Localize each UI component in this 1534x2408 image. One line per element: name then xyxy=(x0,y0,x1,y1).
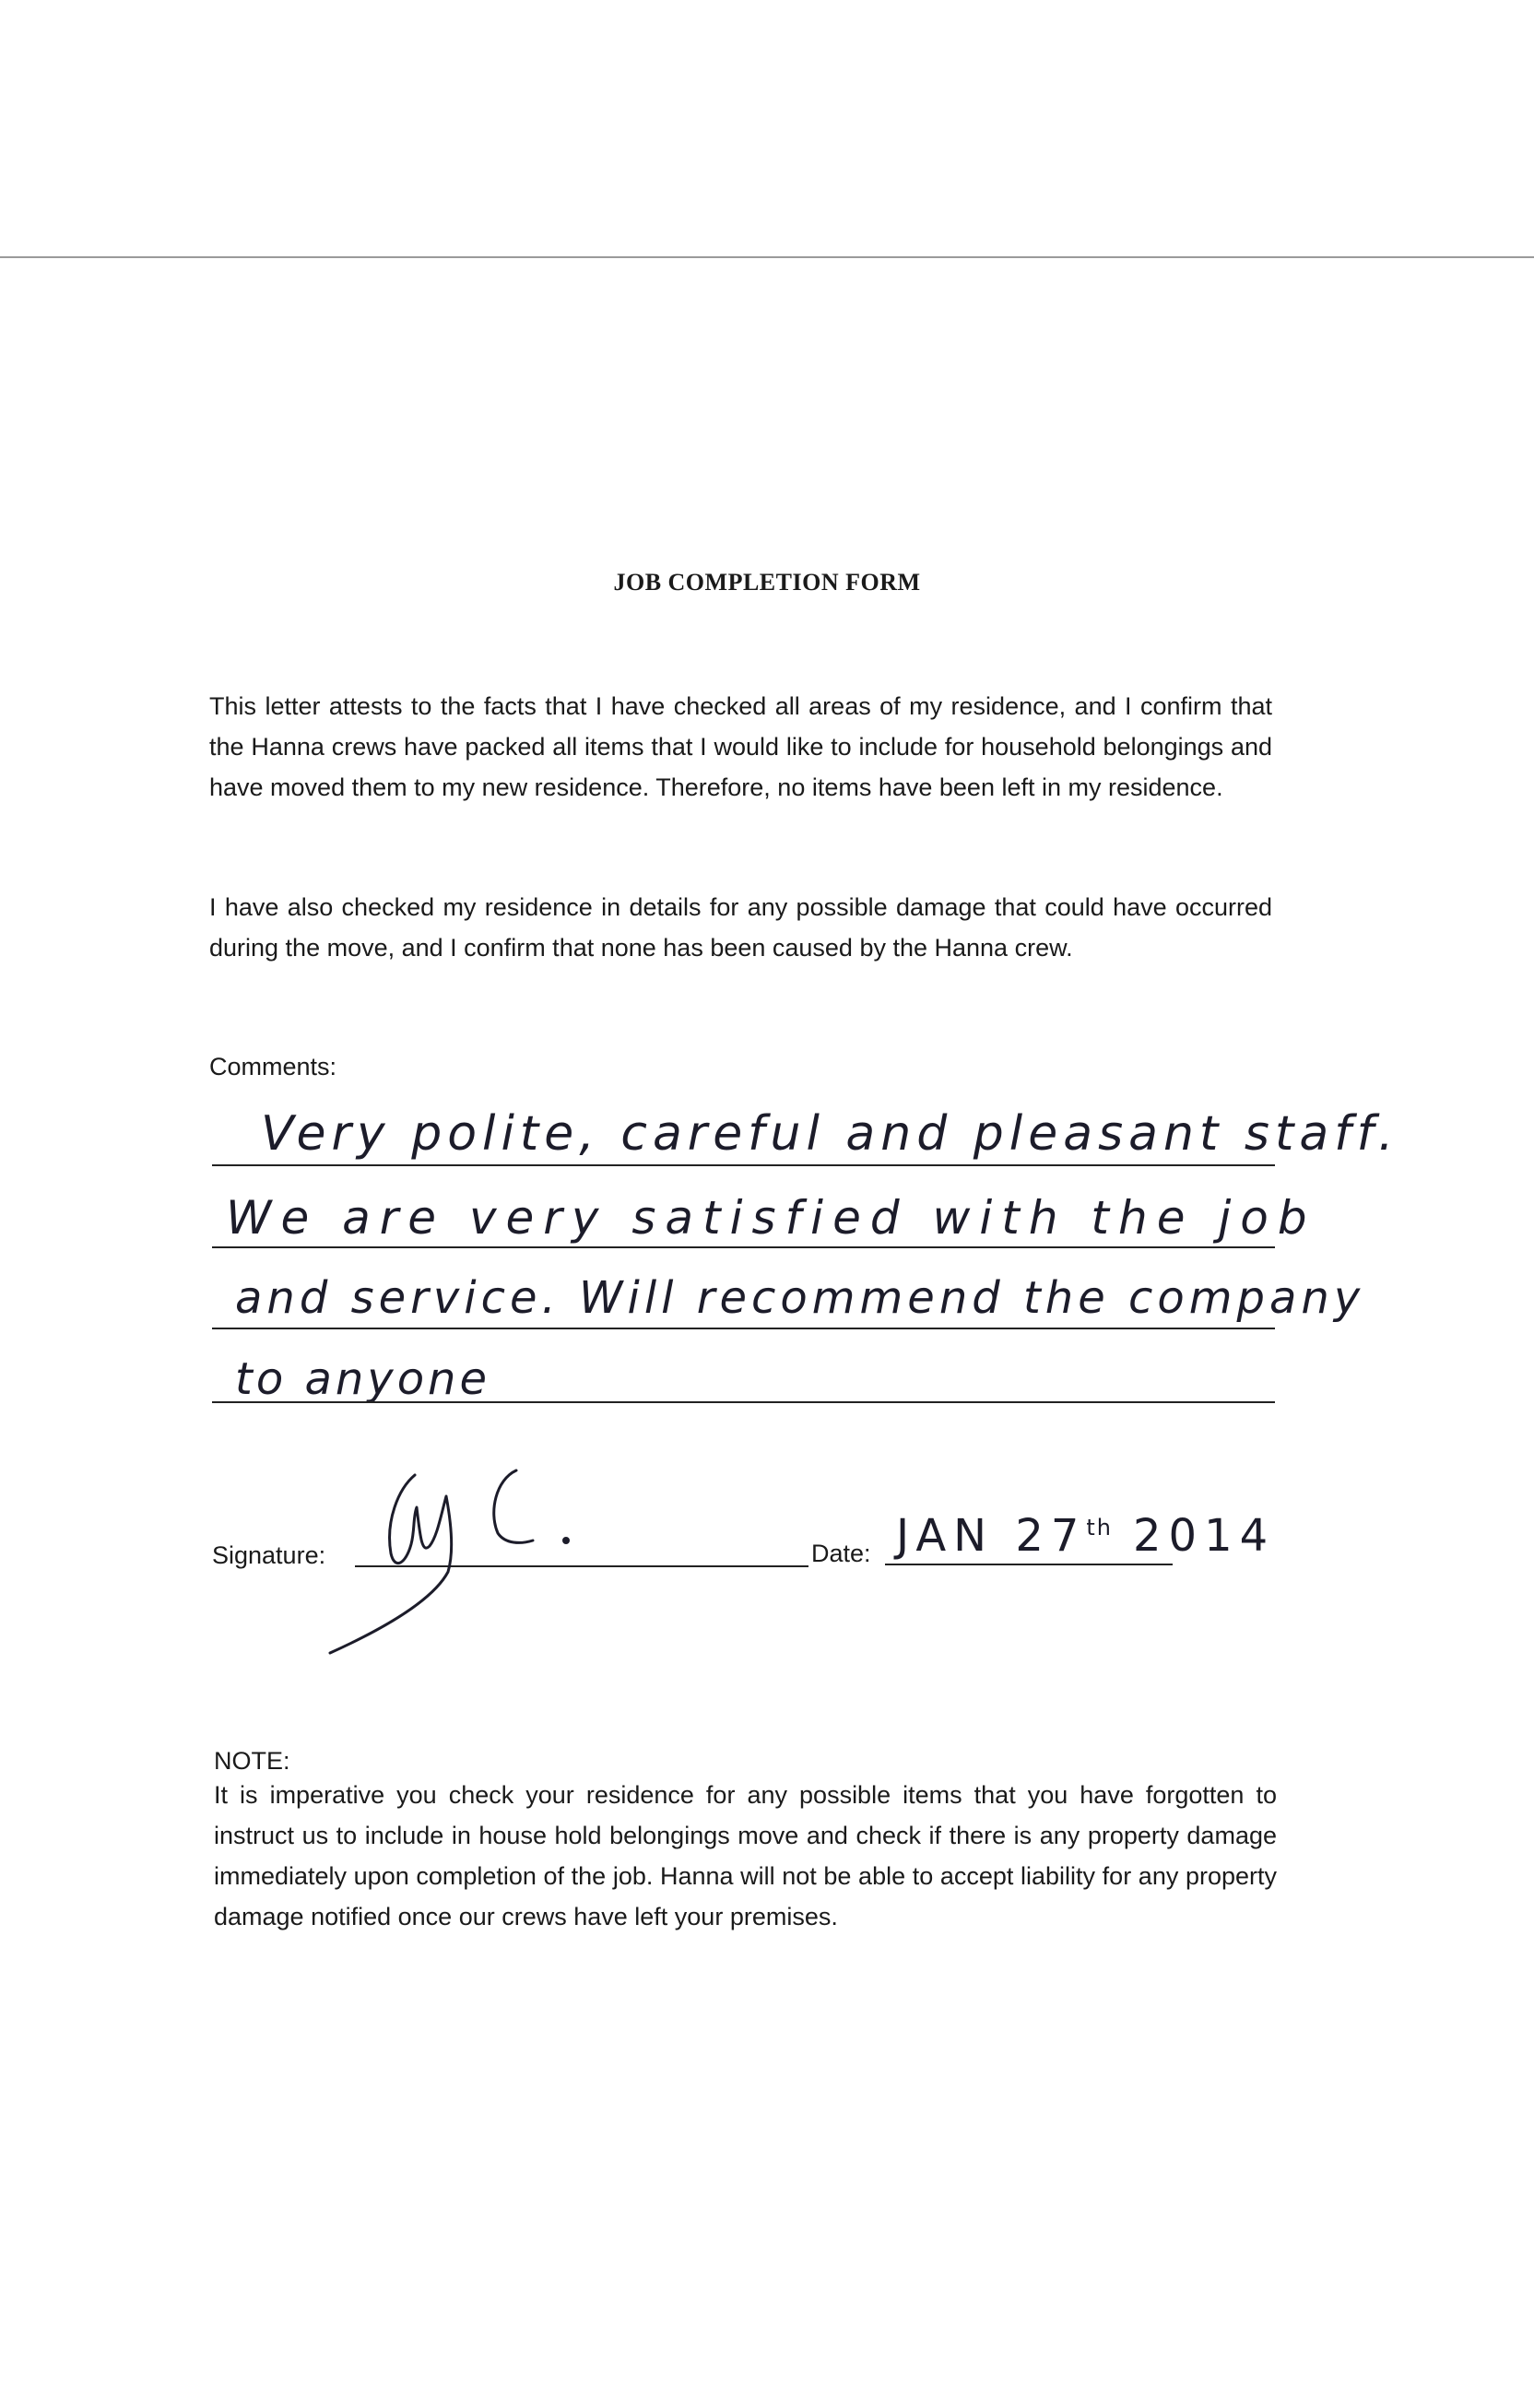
comments-label: Comments: xyxy=(209,1053,337,1080)
comment-line-4-rule xyxy=(212,1401,1275,1403)
date-month-day: JAN 27 xyxy=(896,1510,1087,1562)
comment-line-3-rule xyxy=(212,1328,1275,1329)
comment-line-2-rule xyxy=(212,1246,1275,1248)
scan-edge-line xyxy=(0,256,1534,258)
handwritten-signature xyxy=(313,1452,608,1655)
damage-paragraph: I have also checked my residence in details for any possible damage that could have occurred during the move, and I confirm that none has been caused by the Hanna crew. xyxy=(209,893,1272,962)
date-line xyxy=(885,1564,1173,1565)
note-text: It is imperative you check your residence for any possible items that you have forgotten to instruct us to include in house hold belongings move and check if there is any property damage immediately upon completion of the job. Hanna will not be able to accept liability for any property damage notified once our crews have left your premises. xyxy=(214,1781,1277,1930)
comment-line-2-text: We are very satisfied with the job xyxy=(226,1191,1316,1245)
date-label: Date: xyxy=(811,1540,871,1567)
note-label: NOTE: xyxy=(214,1747,290,1775)
date-year: 2014 xyxy=(1133,1510,1276,1562)
comment-line-3-text: and service. Will recommend the company xyxy=(235,1272,1365,1324)
form-title: JOB COMPLETION FORM xyxy=(613,569,921,596)
date-ordinal-suffix: th xyxy=(1086,1515,1114,1540)
date-handwritten xyxy=(896,1510,1275,1562)
signature-label: Signature: xyxy=(212,1541,326,1569)
comment-line-1-text: Very polite, careful and pleasant staff. xyxy=(261,1106,1399,1162)
attestation-paragraph: This letter attests to the facts that I have checked all areas of my residence, and I confirm that the Hanna crews have packed all items that I would like to include for household belongings and have moved them to my new residence. Therefore, no items have been left in my residence. xyxy=(209,692,1272,801)
comment-line-1-rule xyxy=(212,1164,1275,1166)
comment-line-4-text: to anyone xyxy=(235,1353,491,1405)
